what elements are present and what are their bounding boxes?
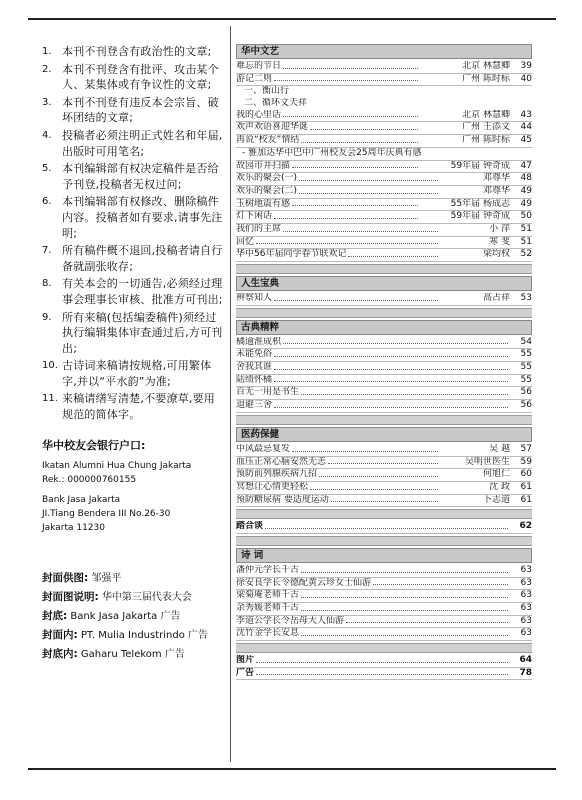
toc-entry[interactable] xyxy=(236,122,532,135)
rule-item xyxy=(42,391,224,422)
toc-leader-dots xyxy=(373,578,508,586)
toc-entry-page: 63 xyxy=(520,590,532,601)
toc-leader-dots xyxy=(301,565,508,573)
toc-leader-dots xyxy=(274,400,508,408)
toc-entry-page: 49 xyxy=(520,185,532,196)
section-separator xyxy=(236,536,532,546)
rule-text: 本刊编辑部有权决定稿件是否给予刊登,投稿者无权过问; xyxy=(62,162,219,191)
rule-item xyxy=(42,243,224,274)
toc-leader-dots xyxy=(256,237,438,245)
rule-text: 本刊编辑部有权修改、删除稿件内容。投稿者如有要求,请事先注明; xyxy=(62,195,223,240)
toc-entry-author: 59年届 钟奇成 xyxy=(450,160,510,171)
toc-leader-dots xyxy=(301,603,508,611)
toc-entry-title: 橘逾淮成枳 xyxy=(236,336,282,347)
toc-entry-page: 44 xyxy=(520,122,532,133)
toc-entry-page: 56 xyxy=(520,387,532,398)
toc-entry[interactable] xyxy=(236,224,532,237)
toc-leader-dots xyxy=(292,444,438,452)
rule-number: 5. xyxy=(42,163,52,175)
bottom-rule xyxy=(28,768,556,770)
toc-entry-title: 预防糖尿病 要适度运动 xyxy=(236,494,329,505)
toc-entry-author: 广州 王添文 xyxy=(462,122,510,133)
rule-item xyxy=(42,62,224,93)
toc-entry[interactable] xyxy=(236,148,532,161)
toc-entry-title: 灯下闲话 xyxy=(236,211,273,222)
toc-entry[interactable] xyxy=(236,603,532,616)
toc-entry-author: 邓尊华 xyxy=(482,173,510,184)
rule-text: 投稿者必须注明正式姓名和年届,出版时可用笔名; xyxy=(62,128,223,158)
toc-entry-author: 小 萍 xyxy=(489,223,510,234)
section-separator xyxy=(236,643,532,653)
bank-account-name: Ikatan Alumni Hua Chung Jakarta xyxy=(42,460,192,471)
toc-leader-dots xyxy=(274,349,508,357)
toc-entry-title: 游记二则 xyxy=(236,73,273,84)
cover-credit-value: 华中第三届代表大会 xyxy=(101,591,192,603)
rule-item xyxy=(42,95,224,126)
toc-leader-dots xyxy=(299,186,438,194)
toc-entry[interactable] xyxy=(236,375,532,388)
toc-entry[interactable] xyxy=(236,400,532,413)
toc-entry-title: 故园市井扫描 xyxy=(236,160,291,171)
toc-section-entry[interactable] xyxy=(236,521,532,534)
toc-leader-dots xyxy=(310,482,438,490)
toc-entry-author: 梁均权 xyxy=(482,249,510,260)
toc-entry-title: 二、循环文天祥 xyxy=(244,98,308,109)
toc-leader-dots xyxy=(274,74,418,82)
toc-leader-dots xyxy=(319,469,438,477)
section-header: 踏合谈 xyxy=(236,521,264,532)
toc-entry-title: 欢乐的聚会(一) xyxy=(236,173,298,184)
cover-credit-value: Bank Jasa Jakarta 广告 xyxy=(70,610,181,622)
toc-entry[interactable] xyxy=(236,457,532,470)
toc-entry-title: 沈竹金学长安息 xyxy=(236,628,300,639)
rule-item xyxy=(42,44,224,60)
toc-entry-page: 63 xyxy=(520,615,532,626)
toc-entry-author: 广州 陈时标 xyxy=(462,73,510,84)
cover-credit xyxy=(42,588,224,607)
toc-leader-dots xyxy=(256,668,508,676)
toc-entry-page: 55 xyxy=(520,349,532,360)
toc-leader-dots xyxy=(274,293,438,301)
toc-entry-title: 我们的主席 xyxy=(236,223,282,234)
bank-account xyxy=(42,437,224,535)
rule-number: 11. xyxy=(42,393,58,405)
submission-rules xyxy=(42,44,224,664)
toc-leader-dots xyxy=(328,457,438,465)
toc-entry[interactable] xyxy=(236,86,532,98)
toc-entry[interactable] xyxy=(236,186,532,199)
toc-entry-page: 61 xyxy=(520,481,532,492)
toc-entry[interactable] xyxy=(236,249,532,262)
toc-entry[interactable] xyxy=(236,237,532,250)
toc-entry[interactable] xyxy=(236,173,532,186)
cover-credit xyxy=(42,626,224,645)
cover-credit-value: PT. Mulia Industrindo 广告 xyxy=(80,629,209,641)
toc-leader-dots xyxy=(265,521,508,529)
toc-entry-author: 59年届 钟奇成 xyxy=(450,211,510,222)
section-header: 华中文艺 xyxy=(236,44,532,59)
toc-leader-dots xyxy=(283,61,418,69)
toc-entry[interactable] xyxy=(236,293,532,306)
toc-entry-title: - 雅加达华中巴中广州校友会25周年庆典有感 xyxy=(242,147,422,158)
toc-entry-page: 56 xyxy=(520,400,532,411)
bank-name: Bank Jasa Jakarta xyxy=(42,494,121,505)
toc-leader-dots xyxy=(348,249,438,257)
toc-entry[interactable] xyxy=(236,337,532,350)
toc-entry[interactable] xyxy=(236,211,532,224)
cover-credit-label: 封底: xyxy=(42,609,68,622)
toc-entry-page: 40 xyxy=(520,73,532,84)
rule-item xyxy=(42,161,224,192)
toc-entry-title: 欢乐的聚会(二) xyxy=(236,185,298,196)
section-separator xyxy=(236,509,532,519)
toc-entry-page: 55 xyxy=(520,374,532,385)
rule-number: 2. xyxy=(42,63,52,75)
toc-entry-title: 徐安良学长令德配黄云珍女士仙游 xyxy=(236,577,372,588)
rule-text: 本刊不刊登含有政治性的文章; xyxy=(62,45,212,58)
toc-leader-dots xyxy=(274,362,508,370)
toc-entry-page: 50 xyxy=(520,211,532,222)
toc-leader-dots xyxy=(283,110,418,118)
toc-entry[interactable] xyxy=(236,495,532,508)
toc-leader-dots xyxy=(301,628,508,636)
toc-entry-page: 43 xyxy=(520,109,532,120)
cover-credit-label: 封面供图: xyxy=(42,571,89,584)
section-header: 广告 xyxy=(236,667,255,678)
toc-entry-page: 63 xyxy=(520,577,532,588)
toc-leader-dots xyxy=(274,375,508,383)
rule-text: 本刊不刊登含有批评、攻击某个人、某集体或有争议性的文章; xyxy=(62,62,219,92)
toc-entry[interactable] xyxy=(236,110,532,123)
toc-entry-page: 54 xyxy=(520,336,532,347)
toc-entry-author: 北京 林慧卿 xyxy=(462,61,510,71)
toc-entry-author: 广州 陈时标 xyxy=(462,135,510,146)
rule-text: 本刊不刊登有违反本会宗旨、破坏团结的文章; xyxy=(62,95,219,125)
toc-entry-page: 52 xyxy=(520,249,532,260)
rule-number: 1. xyxy=(42,46,52,57)
cover-credit-value: Gaharu Telekom 广告 xyxy=(80,648,185,660)
toc-entry[interactable] xyxy=(236,482,532,495)
toc-leader-dots xyxy=(301,135,418,143)
toc-leader-dots xyxy=(256,655,508,663)
toc-entry-title: 欢声欢语喜迎华诞 xyxy=(236,122,309,133)
toc-entry-author: 卜志道 xyxy=(482,494,510,505)
table-of-contents xyxy=(236,44,532,680)
toc-entry-page: 47 xyxy=(520,160,532,171)
rule-number: 9. xyxy=(42,311,52,323)
toc-entry-page: 78 xyxy=(519,667,532,678)
toc-entry-title: 舍我其谁 xyxy=(236,362,273,373)
section-header: 诗 词 xyxy=(236,548,532,563)
toc-leader-dots xyxy=(346,616,508,624)
rule-item xyxy=(42,358,224,389)
toc-entry-title: 李道公学长令岳母大人仙游 xyxy=(236,615,345,626)
toc-entry-page: 63 xyxy=(520,628,532,639)
toc-entry-author: 吴 越 xyxy=(489,443,510,454)
rule-number: 6. xyxy=(42,196,52,208)
section-header: 医药保健 xyxy=(236,427,532,442)
cover-credit xyxy=(42,607,224,626)
toc-entry-page: 62 xyxy=(519,521,532,532)
toc-entry[interactable] xyxy=(236,135,532,148)
top-rule xyxy=(28,18,556,20)
toc-entry-page: 45 xyxy=(520,135,532,146)
toc-entry-page: 60 xyxy=(520,469,532,480)
toc-entry-page: 57 xyxy=(520,443,532,454)
toc-entry-title: 梁菊庵老师千古 xyxy=(236,590,300,601)
toc-entry-page: 63 xyxy=(520,603,532,613)
toc-entry-title: 余秀媛老师千古 xyxy=(236,603,300,613)
cover-credit-label: 封面内: xyxy=(42,628,78,641)
toc-entry-author: 高占祥 xyxy=(482,293,510,303)
toc-leader-dots xyxy=(283,337,508,345)
toc-entry-title: 一、衡山行 xyxy=(244,86,290,97)
toc-entry-author: 北京 林慧卿 xyxy=(462,109,510,120)
toc-entry[interactable] xyxy=(236,74,532,87)
rule-item xyxy=(42,128,224,159)
toc-entry-page: 55 xyxy=(520,362,532,373)
section-separator xyxy=(236,415,532,425)
column-divider xyxy=(230,26,231,762)
rule-item xyxy=(42,310,224,357)
toc-entry[interactable] xyxy=(236,98,532,110)
toc-entry-author: 55年届 杨成志 xyxy=(450,198,510,209)
bank-address-2: Jakarta 11230 xyxy=(42,522,105,533)
toc-entry[interactable] xyxy=(236,444,532,457)
rule-text: 来稿请缮写清楚,不要潦草,要用规范的简体字。 xyxy=(62,392,215,422)
toc-entry-title: 难忘的节日 xyxy=(236,61,282,71)
toc-entry-title: 玉树地震有感 xyxy=(236,198,291,209)
toc-leader-dots xyxy=(283,224,438,232)
toc-entry-page: 61 xyxy=(520,494,532,505)
toc-entry-title: 陆绩怀橘 xyxy=(236,374,273,385)
toc-entry[interactable] xyxy=(236,469,532,482)
toc-entry-page: 48 xyxy=(520,173,532,184)
toc-entry[interactable] xyxy=(236,565,532,578)
rule-text: 古诗词来稿请按规格,可用繁体字,并以“平水韵”为准; xyxy=(62,359,212,388)
toc-entry-author: 沈 政 xyxy=(489,481,510,492)
toc-entry[interactable] xyxy=(236,362,532,375)
toc-entry-title: 辨察知人 xyxy=(236,293,273,303)
toc-entry-page: 64 xyxy=(519,655,532,666)
rule-item xyxy=(42,276,224,307)
rule-number: 3. xyxy=(42,96,52,108)
toc-entry-title: 冥想让心情更轻松 xyxy=(236,481,309,492)
toc-entry[interactable] xyxy=(236,578,532,591)
toc-leader-dots xyxy=(274,211,418,219)
toc-entry-page: 51 xyxy=(520,223,532,234)
toc-entry[interactable] xyxy=(236,616,532,629)
toc-entry-title: 再说“校友”情结 xyxy=(236,135,300,146)
toc-entry[interactable] xyxy=(236,199,532,212)
toc-entry[interactable] xyxy=(236,161,532,174)
cover-credits xyxy=(42,569,224,664)
bank-rek: Rek.: 000000760155 xyxy=(42,474,137,485)
toc-entry-title: 血压正常心脑安然无恙 xyxy=(236,456,327,467)
cover-credit-label: 封底内: xyxy=(42,647,78,660)
toc-entry-page: 51 xyxy=(520,236,532,247)
toc-leader-dots xyxy=(331,495,438,503)
toc-entry-title: 未能免俗 xyxy=(236,349,273,360)
bank-address-1: JI.Tiang Bendera III No.26-30 xyxy=(42,508,171,519)
section-header: 人生宝典 xyxy=(236,276,532,291)
toc-entry[interactable] xyxy=(236,590,532,603)
toc-entry-page: 53 xyxy=(520,293,532,303)
toc-entry-title: 我的心里话 xyxy=(236,109,282,120)
bank-title: 华中校友会银行户口: xyxy=(42,438,146,452)
toc-entry-title: 中风最忌复发 xyxy=(236,443,291,454)
toc-leader-dots xyxy=(301,387,508,395)
toc-entry-author: 吴明世医生 xyxy=(464,456,510,467)
rule-text: 有关本会的一切通告,必须经过理事会理事长审核、批准方可刊出; xyxy=(62,277,223,306)
toc-section-entry[interactable] xyxy=(236,668,532,681)
toc-entry-title: 华中56年届同学春节联欢记 xyxy=(236,249,347,260)
toc-entry-title: 百无一用是书生 xyxy=(236,387,300,398)
toc-entry-page: 39 xyxy=(520,61,532,71)
toc-leader-dots xyxy=(310,122,418,130)
cover-credit xyxy=(42,645,224,664)
rules-list xyxy=(42,44,224,423)
toc-entry-title: 预防前列腺疾病九招 xyxy=(236,469,318,480)
rule-item xyxy=(42,194,224,241)
toc-leader-dots xyxy=(292,161,418,169)
toc-entry-page: 49 xyxy=(520,198,532,209)
cover-credit-value: 邹强平 xyxy=(91,572,122,584)
rule-number: 8. xyxy=(42,278,52,290)
section-separator xyxy=(236,264,532,274)
rule-number: 7. xyxy=(42,245,52,257)
toc-entry[interactable] xyxy=(236,387,532,400)
rule-number: 4. xyxy=(42,129,52,141)
cover-credit-label: 封面图说明: xyxy=(42,590,99,603)
section-header: 图片 xyxy=(236,655,255,666)
rule-number: 10. xyxy=(42,360,58,372)
toc-entry[interactable] xyxy=(236,349,532,362)
toc-entry-page: 59 xyxy=(520,456,532,467)
toc-entry-title: 回忆 xyxy=(236,236,255,247)
section-separator xyxy=(236,308,532,318)
toc-leader-dots xyxy=(292,199,418,207)
section-header: 古典精粹 xyxy=(236,320,532,335)
toc-entry-title: 退避三舍 xyxy=(236,400,273,411)
toc-entry-author: 何旭仁 xyxy=(482,469,510,480)
rule-text: 所有来稿(包括编委稿件)须经过执行编辑集体审查通过后,方可刊出; xyxy=(62,310,223,355)
rule-text: 所有稿件概不退回,投稿者请自行备就副张收存; xyxy=(62,244,223,273)
toc-entry-author: 寒 斐 xyxy=(489,236,510,247)
toc-section-entry[interactable] xyxy=(236,655,532,668)
toc-entry[interactable] xyxy=(236,628,532,641)
toc-entry-page: 63 xyxy=(520,564,532,575)
toc-leader-dots xyxy=(301,590,508,598)
toc-entry-author: 邓尊华 xyxy=(482,185,510,196)
toc-entry[interactable] xyxy=(236,61,532,74)
toc-entry-title: 潘仲元学长千古 xyxy=(236,564,300,575)
cover-credit xyxy=(42,569,224,588)
toc-leader-dots xyxy=(299,173,438,181)
